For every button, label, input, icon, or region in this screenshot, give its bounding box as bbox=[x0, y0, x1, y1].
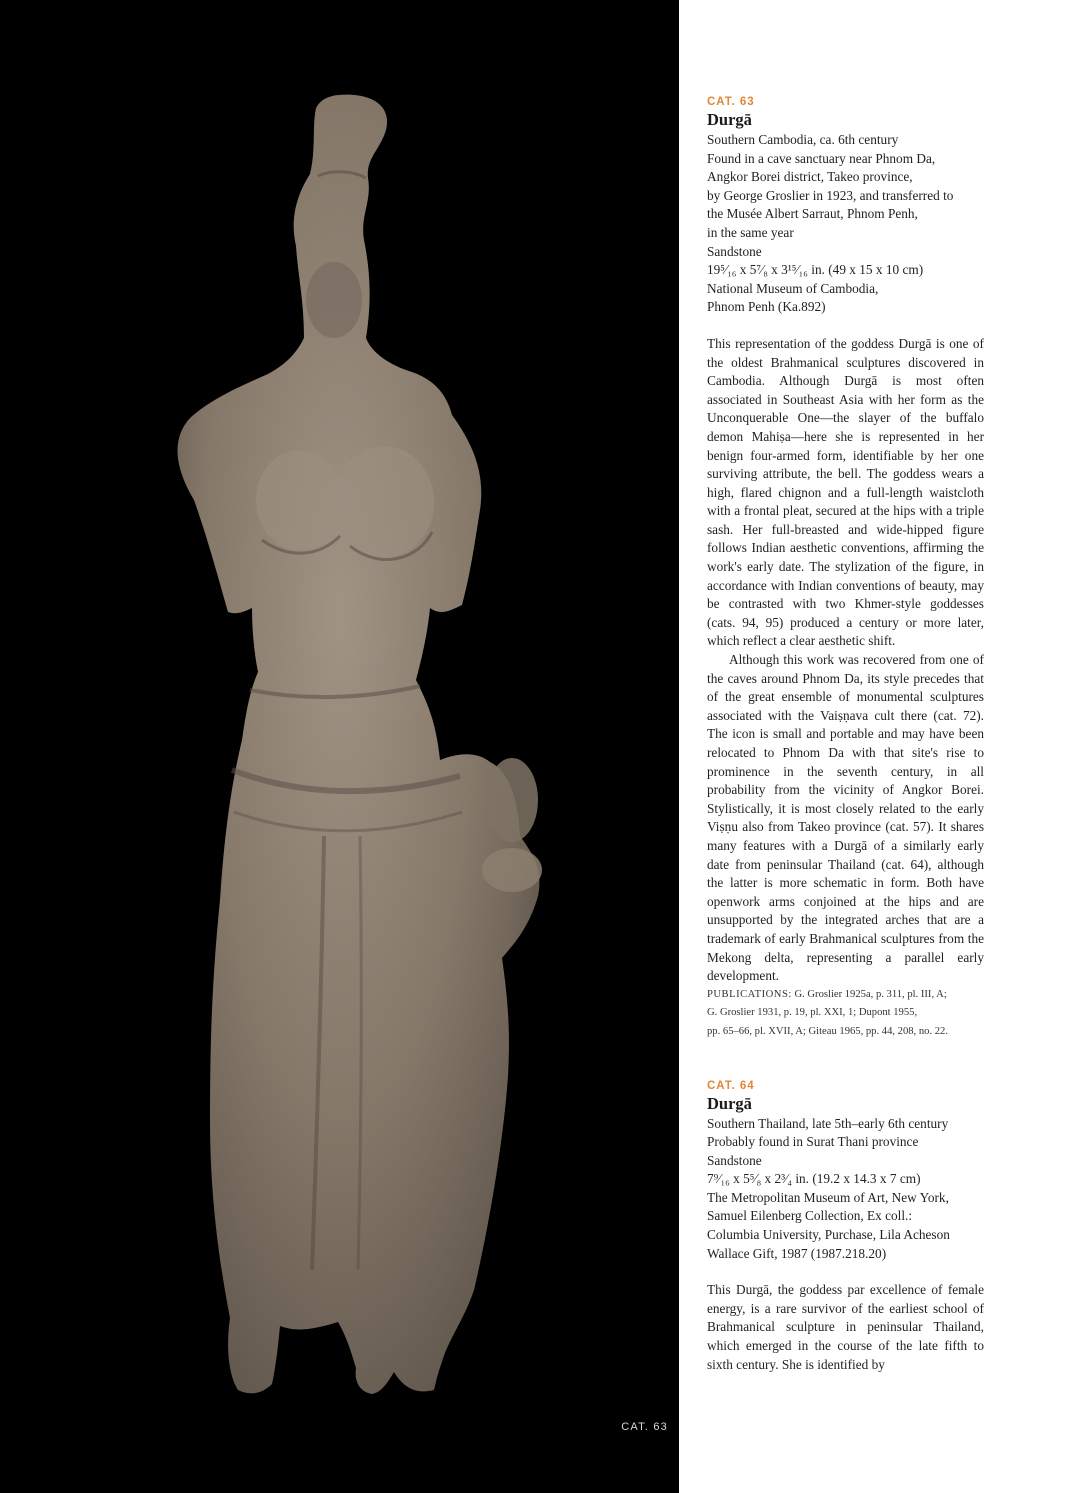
body-paragraph: This Durgā, the goddess par excellence of female energy, is a rare survivor of the earliest school of Brahmanical sculpture in peninsular Thailand, which emerged in the course of the late fifth to sixth century. She is identified by bbox=[707, 1282, 984, 1372]
body-paragraph: This representation of the goddess Durgā is one of the oldest Brahmanical sculptures discovered in Cambodia. Although Durgā is most often associated in Southeast Asia with her form as the Unconquerable One—the slayer of the buffalo demon Mahiṣa—here she is represented in her benign four-armed form, identifiable by her one surviving attribute, the bell. The goddess wears a high, flared chignon and a full-length waistcloth with a frontal pleat, secured at the hips with a triple sash. Her full-breasted and wide-hipped figure follows Indian aesthetic conventions, affirming the work's early date. The stylization of the figure, in accordance with Indian conventions of beauty, may be contrasted with two Khmer-style goddesses (cats. 94, 95) produced a century or more later, which reflect a clear aesthetic shift. bbox=[707, 335, 984, 649]
publications-line: pp. 65–66, pl. XVII, A; Giteau 1965, pp. 44, 208, no. 22. bbox=[707, 1025, 948, 1037]
meta-material: Sandstone bbox=[707, 243, 762, 259]
meta-provenance: Southern Thailand, late 5th–early 6th century bbox=[707, 1115, 949, 1131]
entry-title: Durgā bbox=[707, 110, 752, 129]
meta-provenance: Southern Cambodia, ca. 6th century bbox=[707, 132, 899, 147]
meta-collection: National Museum of Cambodia, bbox=[707, 280, 879, 296]
body-paragraph: Although this work was recovered from one of the caves around Phnom Da, its style precedes that of the great ensemble of monumental sculptures associated with the Vaiṣṇava cult there (cat. 72). The icon is small and portable and may have been relocated to Phnom Da with that site's rise to prominence in the seventh century, in all probability from the vicinity of Angkor Borei. Stylistically, it is most closely related to the early Viṣṇu also from Takeo province (cat. 57). It shares many features with a Durgā of a similarly early date from peninsular Thailand (cat. 64), although the latter is more schematic in form. Both have openwork arms conjoined at the hips and are unsupported by the integrated arches that are a trademark of early Brahmanical sculptures from the Mekong delta, representing a parallel early development. bbox=[707, 652, 984, 984]
meta-collection: The Metropolitan Museum of Art, New York, bbox=[707, 1189, 949, 1205]
entry-spacer bbox=[707, 1042, 984, 1078]
meta-collection: Phnom Penh (Ka.892) bbox=[707, 299, 826, 315]
meta-material: Sandstone bbox=[707, 1152, 762, 1168]
meta-findspot: the Musée Albert Sarraut, Phnom Penh, bbox=[707, 206, 918, 222]
publication-ref: G. Groslier 1925a, p. 311, pl. III, A; bbox=[794, 988, 947, 1000]
meta-collection: Columbia University, Purchase, Lila Acheson bbox=[707, 1227, 950, 1243]
catalog-number: CAT. 64 bbox=[707, 1079, 755, 1092]
photo-caption: CAT. 63 bbox=[621, 1421, 668, 1433]
meta-dimensions: 19⁵⁄₁₆ x 5⁷⁄₈ x 3¹⁵⁄₁₆ in. (49 x 15 x 10 cm) bbox=[707, 262, 924, 278]
entry-title: Durgā bbox=[707, 1093, 752, 1113]
meta-collection: Wallace Gift, 1987 (1987.218.20) bbox=[707, 1245, 887, 1261]
catalog-entry-63 bbox=[707, 94, 984, 1042]
meta-findspot: by George Groslier in 1923, and transferred to bbox=[707, 187, 954, 203]
catalog-entry-64 bbox=[707, 1078, 984, 1375]
meta-findspot: Probably found in Surat Thani province bbox=[707, 1134, 919, 1150]
catalog-number: CAT. 63 bbox=[707, 96, 755, 108]
meta-dimensions: 7⁹⁄₁₆ x 5⁵⁄₈ x 2³⁄₄ in. (19.2 x 14.3 x 7 cm) bbox=[707, 1171, 921, 1187]
object-metadata bbox=[707, 131, 984, 317]
publications-line bbox=[707, 986, 984, 1005]
meta-findspot: Angkor Borei district, Takeo province, bbox=[707, 169, 913, 185]
meta-findspot: Found in a cave sanctuary near Phnom Da, bbox=[707, 150, 936, 166]
object-metadata bbox=[707, 1115, 984, 1264]
publications-label: PUBLICATIONS: bbox=[707, 988, 792, 1000]
publications-line: G. Groslier 1931, p. 19, pl. XXI, 1; Dupont 1955, bbox=[707, 1007, 918, 1019]
meta-collection: Samuel Eilenberg Collection, Ex coll.: bbox=[707, 1208, 913, 1224]
publications-list bbox=[707, 986, 984, 1042]
catalog-text-column bbox=[707, 94, 984, 1414]
meta-findspot: in the same year bbox=[707, 224, 794, 240]
